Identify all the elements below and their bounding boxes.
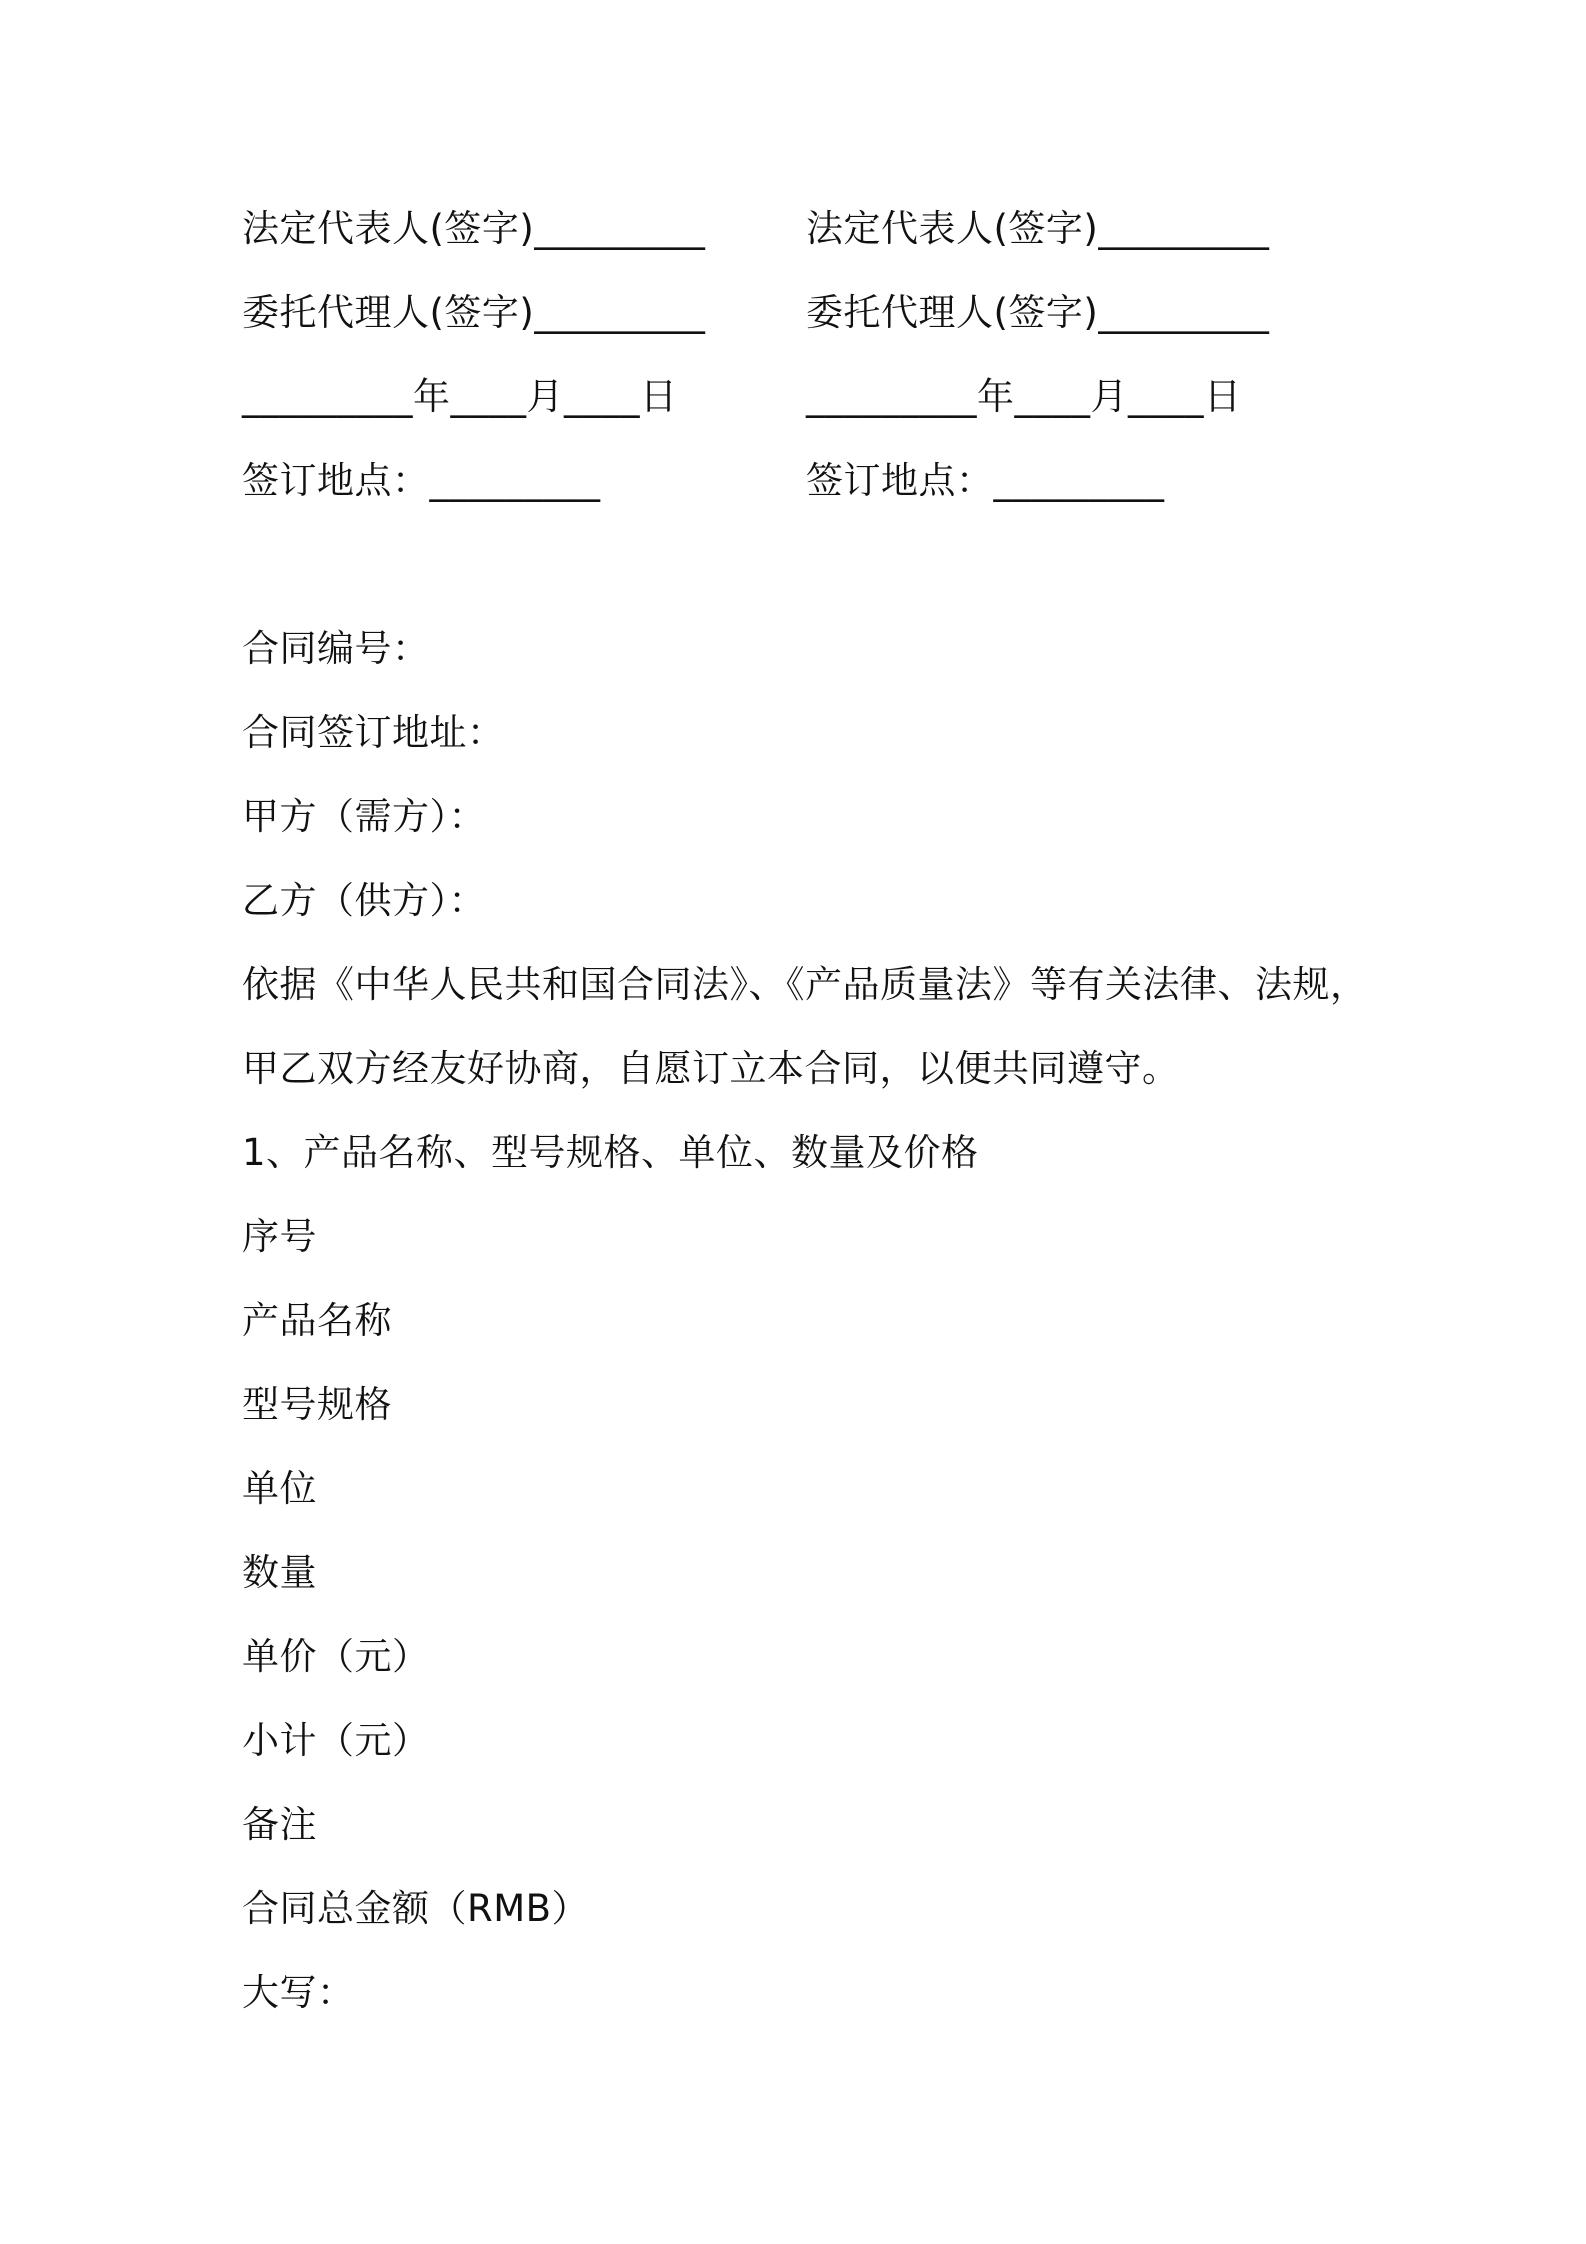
field-product-name: 产品名称 bbox=[242, 1299, 392, 1342]
contract-number-label: 合同编号： bbox=[242, 627, 430, 670]
field-quantity: 数量 bbox=[242, 1551, 317, 1594]
field-model-spec: 型号规格 bbox=[242, 1383, 392, 1426]
left-agent-signature: 委托代理人(签字)_________ bbox=[242, 291, 706, 334]
field-unit-price: 单价（元） bbox=[242, 1635, 430, 1678]
right-sign-date: _________年____月____日 bbox=[806, 375, 1242, 418]
party-b-label: 乙方（供方）： bbox=[242, 879, 486, 922]
field-total-amount: 合同总金额（RMB） bbox=[242, 1887, 590, 1930]
field-subtotal: 小计（元） bbox=[242, 1719, 430, 1762]
left-sign-place: 签订地点：_________ bbox=[242, 459, 601, 502]
party-a-label: 甲方（需方）： bbox=[242, 795, 486, 838]
section-1-title: 1、产品名称、型号规格、单位、数量及价格 bbox=[242, 1131, 979, 1174]
field-serial-number: 序号 bbox=[242, 1215, 317, 1258]
right-legal-rep-signature: 法定代表人(签字)_________ bbox=[806, 207, 1270, 250]
field-remarks: 备注 bbox=[242, 1803, 317, 1846]
preamble-line-1: 依据《中华人民共和国合同法》、《产品质量法》等有关法律、法规， bbox=[242, 963, 1368, 1006]
field-amount-in-words: 大写： bbox=[242, 1971, 355, 2014]
contract-address-label: 合同签订地址： bbox=[242, 711, 505, 754]
left-legal-rep-signature: 法定代表人(签字)_________ bbox=[242, 207, 706, 250]
left-sign-date: _________年____月____日 bbox=[242, 375, 678, 418]
field-unit: 单位 bbox=[242, 1467, 317, 1510]
right-sign-place: 签订地点：_________ bbox=[806, 459, 1165, 502]
preamble-line-2: 甲乙双方经友好协商，自愿订立本合同，以便共同遵守。 bbox=[242, 1047, 1180, 1090]
right-agent-signature: 委托代理人(签字)_________ bbox=[806, 291, 1270, 334]
